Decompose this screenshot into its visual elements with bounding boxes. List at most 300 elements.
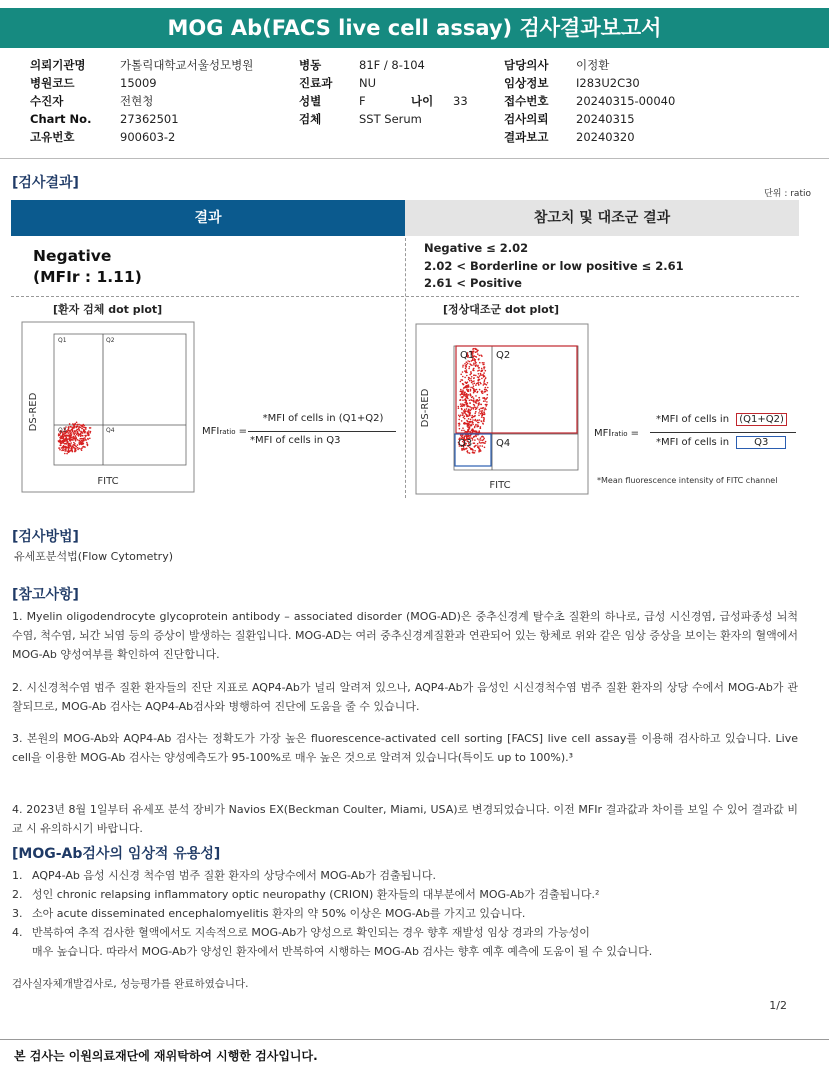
- cell-dot: [69, 435, 71, 437]
- cell-dot: [471, 399, 473, 401]
- cell-dot: [465, 365, 467, 367]
- patient-q4-label: Q4: [106, 427, 115, 434]
- cell-dot: [458, 406, 460, 408]
- cell-dot: [466, 400, 468, 402]
- cell-dot: [481, 368, 483, 370]
- cell-dot: [485, 377, 487, 379]
- cell-dot: [475, 356, 477, 358]
- cell-dot: [80, 434, 82, 436]
- cell-dot: [463, 404, 465, 406]
- cell-dot: [478, 359, 480, 361]
- specimen-row: 검체 SST Serum: [299, 112, 422, 126]
- cell-dot: [486, 404, 488, 406]
- cell-dot: [465, 398, 467, 400]
- cell-dot: [464, 392, 466, 394]
- result-value: [33, 246, 142, 288]
- cell-dot: [483, 364, 485, 366]
- cell-dot: [71, 439, 73, 441]
- cell-dot: [461, 408, 463, 410]
- page-number: 1/2: [769, 999, 787, 1012]
- cell-dot: [471, 380, 473, 382]
- result-status: Negative: [33, 247, 112, 265]
- cell-dot: [478, 397, 480, 399]
- cell-dot: [483, 419, 485, 421]
- cell-dot: [71, 429, 73, 431]
- cell-dot: [469, 366, 471, 368]
- cell-dot: [483, 438, 485, 440]
- cell-dot: [467, 411, 469, 413]
- cell-dot: [464, 370, 466, 372]
- cell-dot: [470, 393, 472, 395]
- cell-dot: [62, 448, 64, 450]
- cell-dot: [474, 450, 476, 452]
- cell-dot: [470, 378, 472, 380]
- cell-dot: [60, 439, 62, 441]
- cell-dot: [473, 362, 475, 364]
- report-title: MOG Ab(FACS live cell assay) 검사결과보고서: [0, 8, 829, 48]
- cell-dot: [475, 362, 477, 364]
- cell-dot: [486, 384, 488, 386]
- cell-dot: [66, 437, 68, 439]
- cell-dot: [476, 383, 478, 385]
- note-item-1: 1. Myelin oligodendrocyte glycoprotein antibody – associated disorder (MOG-AD)은 중추신경계 탈수초 질환의 하나로, 급성 시신경염, 급성파종성 뇌척수염, 척수염, 뇌간 뇌염 등의 증상이 발생하는 질환입니다. MOG-AD는 여러 중추신경계질환과 연관되어 있는 항체로 위와 같은 임상 증상을 보이는 환자의 혈액에서 MOG-Ab 양성여부를 확인하여 진단합니다.: [12, 610, 798, 661]
- cell-dot: [74, 423, 76, 425]
- cell-dot: [482, 397, 484, 399]
- cell-dot: [471, 415, 473, 417]
- cell-dot: [475, 348, 477, 350]
- cell-dot: [73, 442, 75, 444]
- cell-dot: [75, 437, 77, 439]
- cell-dot: [463, 387, 465, 389]
- control-mfi-numerator: *MFI of cells in (Q1+Q2): [656, 413, 787, 426]
- cell-dot: [465, 368, 467, 370]
- cell-dot: [65, 450, 67, 452]
- cell-dot: [77, 431, 79, 433]
- cell-dot: [479, 419, 481, 421]
- cell-dot: [468, 377, 470, 379]
- footer-divider: [0, 1039, 829, 1040]
- cell-dot: [469, 427, 471, 429]
- cell-dot: [58, 447, 60, 449]
- cell-dot: [475, 431, 477, 433]
- cell-dot: [68, 447, 70, 449]
- cell-dot: [89, 438, 91, 440]
- cell-dot: [473, 452, 475, 454]
- cell-dot: [87, 443, 89, 445]
- cell-dot: [75, 435, 77, 437]
- cell-dot: [475, 445, 477, 447]
- cell-dot: [466, 408, 468, 410]
- cell-dot: [464, 423, 466, 425]
- cell-dot: [460, 381, 462, 383]
- cell-dot: [87, 439, 89, 441]
- cell-dot: [69, 423, 71, 425]
- cell-dot: [461, 430, 463, 432]
- cell-dot: [464, 409, 466, 411]
- cell-dot: [469, 400, 471, 402]
- cell-dot: [473, 391, 475, 393]
- cell-dot: [484, 413, 486, 415]
- cell-dot: [483, 391, 485, 393]
- cell-dot: [64, 435, 66, 437]
- cell-dot: [465, 372, 467, 374]
- report-date-row: 결과보고 20240320: [504, 130, 635, 144]
- cell-dot: [61, 437, 63, 439]
- cell-dot: [470, 419, 472, 421]
- method-section-title: [검사방법]: [12, 529, 79, 545]
- cell-dot: [478, 384, 480, 386]
- cell-dot: [481, 436, 483, 438]
- cell-dot: [458, 415, 460, 417]
- cell-dot: [68, 430, 70, 432]
- cell-dot: [485, 387, 487, 389]
- cell-dot: [469, 412, 471, 414]
- cell-dot: [80, 424, 82, 426]
- cell-dot: [87, 433, 89, 435]
- cell-dot: [464, 363, 466, 365]
- cell-dot: [459, 423, 461, 425]
- control-fraction-line: [650, 432, 796, 433]
- cell-dot: [74, 449, 76, 451]
- cell-dot: [478, 439, 480, 441]
- cell-dot: [460, 403, 462, 405]
- clinical-item-4: 4. 반복하여 추적 검사한 혈액에서도 지속적으로 MOG-Ab가 양성으로 확인되는 경우 향후 재발성 임상 경과의 가능성이: [12, 926, 590, 939]
- note-item-4: 4. 2023년 8월 1일부터 유세포 분석 장비가 Navios EX(Beckman Coulter, Miami, USA)로 변경되었습니다. 이전 MFIr 결과값과 차이를 보일 수 있어 결과값 비교 시 유의하시기 바랍니다.: [12, 803, 798, 835]
- cell-dot: [74, 433, 76, 435]
- cell-dot: [72, 430, 74, 432]
- cell-dot: [63, 436, 65, 438]
- cell-dot: [76, 424, 78, 426]
- cell-dot: [470, 390, 472, 392]
- cell-dot: [482, 442, 484, 444]
- cell-dot: [58, 435, 60, 437]
- cell-dot: [487, 387, 489, 389]
- cell-dot: [72, 432, 74, 434]
- cell-dot: [476, 420, 478, 422]
- cell-dot: [464, 377, 466, 379]
- header-divider: [0, 158, 829, 159]
- cell-dot: [471, 382, 473, 384]
- cell-dot: [466, 393, 468, 395]
- cell-dot: [468, 406, 470, 408]
- cell-dot: [84, 446, 86, 448]
- cell-dot: [70, 442, 72, 444]
- cell-dot: [479, 410, 481, 412]
- control-x-axis-label: FITC: [489, 480, 511, 491]
- cell-dot: [475, 424, 477, 426]
- cell-dot: [70, 432, 72, 434]
- clinical-info-row: 임상정보 I283U2C30: [504, 76, 640, 90]
- cell-dot: [475, 395, 477, 397]
- cell-dot: [85, 428, 87, 430]
- cell-dot: [477, 379, 479, 381]
- cell-dot: [68, 432, 70, 434]
- patient-fraction-line: [248, 431, 396, 432]
- control-plot-title: [정상대조군 dot plot]: [443, 303, 559, 316]
- patient-y-axis-label: DS-RED: [28, 392, 39, 432]
- cell-dot: [481, 355, 483, 357]
- cell-dot: [469, 363, 471, 365]
- cell-dot: [473, 364, 475, 366]
- cell-dot: [468, 389, 470, 391]
- patient-q1-label: Q1: [58, 337, 67, 344]
- cell-dot: [461, 393, 463, 395]
- cell-dot: [64, 449, 66, 451]
- patient-plot-title: [환자 검체 dot plot]: [53, 303, 163, 316]
- cell-dot: [469, 452, 471, 454]
- control-q3-label: Q3: [458, 438, 473, 449]
- cell-dot: [74, 430, 76, 432]
- cell-dot: [476, 389, 478, 391]
- cell-dot: [468, 379, 470, 381]
- control-mfi-label: MFIratio =: [594, 428, 640, 439]
- cell-dot: [463, 430, 465, 432]
- cell-dot: [483, 400, 485, 402]
- cell-dot: [73, 436, 75, 438]
- cell-dot: [464, 418, 466, 420]
- patient-q2-label: Q2: [106, 337, 115, 344]
- cell-dot: [475, 375, 477, 377]
- cell-dot: [64, 453, 66, 455]
- cell-dot: [82, 432, 84, 434]
- cell-dot: [476, 350, 478, 352]
- cell-dot: [482, 440, 484, 442]
- cell-dot: [483, 417, 485, 419]
- column-divider: [405, 238, 406, 498]
- cell-dot: [470, 371, 472, 373]
- header-col-2: [299, 56, 489, 128]
- cell-dot: [467, 363, 469, 365]
- cell-dot: [469, 402, 471, 404]
- cell-dot: [83, 424, 85, 426]
- patient-dot-plot: [20, 320, 198, 496]
- patient-x-axis-label: FITC: [97, 476, 119, 487]
- cell-dot: [471, 376, 473, 378]
- cell-dot: [90, 427, 92, 429]
- cell-dot: [83, 443, 85, 445]
- cell-dot: [479, 445, 481, 447]
- cell-dot: [462, 365, 464, 367]
- cell-dot: [460, 389, 462, 391]
- cell-dot: [473, 378, 475, 380]
- cell-dot: [480, 450, 482, 452]
- cell-dot: [70, 444, 72, 446]
- cell-dot: [484, 389, 486, 391]
- cell-dot: [483, 372, 485, 374]
- cell-dot: [460, 399, 462, 401]
- cell-dot: [477, 406, 479, 408]
- cell-dot: [458, 407, 460, 409]
- cell-dot: [479, 389, 481, 391]
- cell-dot: [64, 447, 66, 449]
- cell-dot: [463, 395, 465, 397]
- cell-dot: [89, 432, 91, 434]
- cell-dot: [475, 411, 477, 413]
- cell-dot: [485, 389, 487, 391]
- control-q4-label: Q4: [496, 438, 511, 449]
- cell-dot: [476, 392, 478, 394]
- cell-dot: [472, 421, 474, 423]
- cell-dot: [82, 435, 84, 437]
- cell-dot: [469, 374, 471, 376]
- cell-dot: [484, 409, 486, 411]
- validation-note: 검사실자체개발검사로, 성능평가를 완료하였습니다.: [12, 978, 249, 990]
- cell-dot: [487, 382, 489, 384]
- cell-dot: [473, 436, 475, 438]
- cell-dot: [477, 353, 479, 355]
- method-text: 유세포분석법(Flow Cytometry): [14, 550, 174, 563]
- cell-dot: [473, 380, 475, 382]
- clinical-item-2: 2. 성인 chronic relapsing inflammatory optic neuropathy (CRION) 환자들의 대부분에서 MOG-Ab가 검출됩니다.²: [12, 888, 600, 901]
- cell-dot: [481, 421, 483, 423]
- reference-ranges: [424, 240, 684, 293]
- clinical-item-3: 3. 소아 acute disseminated encephalomyelitis 환자의 약 50% 이상은 MOG-Ab를 가지고 있습니다.: [12, 907, 526, 920]
- cell-dot: [68, 443, 70, 445]
- control-denominator-box: Q3: [736, 436, 786, 449]
- hospital-row: 의뢰기관명 가톨릭대학교서울성모병원: [30, 58, 254, 72]
- cell-dot: [482, 362, 484, 364]
- cell-dot: [474, 415, 476, 417]
- cell-dot: [480, 374, 482, 376]
- cell-dot: [466, 389, 468, 391]
- cell-dot: [65, 443, 67, 445]
- note-item-2: 2. 시신경척수염 범주 질환 환자들의 진단 지표로 AQP4-Ab가 널리 알려져 있으나, AQP4-Ab가 음성인 시신경척수염 범주 질환 환자의 상당 수에서 MOG-Ab가 관찰되므로, MOG-Ab 검사는 AQP4-Ab검사와 병행하여 진단에 도움을 줄 수 있습니다.: [12, 681, 798, 713]
- cell-dot: [470, 424, 472, 426]
- cell-dot: [461, 405, 463, 407]
- cell-dot: [482, 445, 484, 447]
- mfi-footnote: *Mean fluorescence intensity of FITC channel: [597, 476, 778, 485]
- cell-dot: [473, 368, 475, 370]
- cell-dot: [479, 409, 481, 411]
- cell-dot: [478, 412, 480, 414]
- cell-dot: [472, 419, 474, 421]
- cell-dot: [475, 419, 477, 421]
- cell-dot: [77, 447, 79, 449]
- cell-dot: [82, 446, 84, 448]
- cell-dot: [480, 439, 482, 441]
- cell-dot: [60, 443, 62, 445]
- cell-dot: [461, 412, 463, 414]
- cell-dot: [59, 445, 61, 447]
- patient-mfi-numerator: *MFI of cells in (Q1+Q2): [262, 413, 384, 424]
- cell-dot: [77, 449, 79, 451]
- cell-dot: [478, 373, 480, 375]
- cell-dot: [480, 408, 482, 410]
- note-item-3: 3. 본원의 MOG-Ab와 AQP4-Ab 검사는 정확도가 가장 높은 fluorescence-activated cell sorting [FACS] live cell assay를 이용해 검사하고 있습니다. Live cell을 이용한 MOG-Ab 검사는 양성예측도가 95-100%로 매우 높은 것으로 알려져 있습니다(특이도 up to 100%).³: [12, 732, 798, 764]
- cell-dot: [480, 413, 482, 415]
- cell-dot: [474, 427, 476, 429]
- cell-dot: [474, 442, 476, 444]
- patient-q3-label: Q3: [58, 427, 67, 434]
- cell-dot: [481, 392, 483, 394]
- cell-dot: [481, 370, 483, 372]
- cell-dot: [474, 383, 476, 385]
- cell-dot: [474, 439, 476, 441]
- patient-mfi-denominator: *MFI of cells in Q3: [250, 435, 341, 446]
- cell-dot: [88, 430, 90, 432]
- cell-dot: [68, 428, 70, 430]
- hospital-code-row: 병원코드 15009: [30, 76, 157, 90]
- cell-dot: [459, 416, 461, 418]
- cell-dot: [485, 370, 487, 372]
- request-date-row: 검사의뢰 20240315: [504, 112, 635, 126]
- footer-note: 본 검사는 이원의료재단에 재위탁하여 시행한 검사입니다.: [14, 1049, 318, 1063]
- cell-dot: [80, 432, 82, 434]
- clinical-item-1: 1. AQP4-Ab 음성 시신경 척수염 범주 질환 환자의 상당수에서 MOG-Ab가 검출됩니다.: [12, 869, 437, 882]
- cell-dot: [483, 368, 485, 370]
- cell-dot: [478, 415, 480, 417]
- cell-dot: [79, 440, 81, 442]
- cell-dot: [84, 430, 86, 432]
- cell-dot: [77, 439, 79, 441]
- cell-dot: [481, 416, 483, 418]
- cell-dot: [472, 424, 474, 426]
- cell-dot: [480, 437, 482, 439]
- cell-dot: [483, 366, 485, 368]
- cell-dot: [473, 397, 475, 399]
- cell-dot: [470, 387, 472, 389]
- results-section-title: [검사결과]: [12, 175, 79, 191]
- cell-dot: [472, 429, 474, 431]
- cell-dot: [462, 376, 464, 378]
- cell-dot: [74, 451, 76, 453]
- cell-dot: [473, 385, 475, 387]
- cell-dot: [81, 428, 83, 430]
- cell-dot: [473, 404, 475, 406]
- cell-dot: [88, 434, 90, 436]
- cell-dot: [477, 443, 479, 445]
- cell-dot: [77, 444, 79, 446]
- cell-dot: [483, 375, 485, 377]
- cell-dot: [477, 366, 479, 368]
- cell-dot: [73, 427, 75, 429]
- cell-dot: [68, 451, 70, 453]
- cell-dot: [483, 407, 485, 409]
- cell-dot: [82, 440, 84, 442]
- cell-dot: [460, 391, 462, 393]
- clinical-list: [12, 866, 802, 961]
- result-mfir: (MFIr : 1.11): [33, 268, 142, 286]
- cell-dot: [466, 387, 468, 389]
- cell-dot: [477, 382, 479, 384]
- cell-dot: [466, 406, 468, 408]
- cell-dot: [462, 397, 464, 399]
- cell-dot: [481, 410, 483, 412]
- cell-dot: [475, 351, 477, 353]
- cell-dot: [464, 402, 466, 404]
- cell-dot: [61, 450, 63, 452]
- cell-dot: [467, 421, 469, 423]
- cell-dot: [462, 399, 464, 401]
- cell-dot: [70, 426, 72, 428]
- cell-dot: [473, 375, 475, 377]
- cell-dot: [486, 397, 488, 399]
- cell-dot: [462, 371, 464, 373]
- department-row: 진료과 NU: [299, 76, 377, 90]
- control-q1-label: Q1: [460, 350, 475, 361]
- reference-positive: 2.61 < Positive: [424, 276, 522, 290]
- cell-dot: [477, 438, 479, 440]
- cell-dot: [483, 362, 485, 364]
- cell-dot: [463, 449, 465, 451]
- cell-dot: [458, 419, 460, 421]
- cell-dot: [484, 400, 486, 402]
- clinical-item-4-cont: 매우 높습니다. 따라서 MOG-Ab가 양성인 환자에서 반복하여 시행하는 MOG-Ab 검사는 향후 예후 예측에 도움이 될 수 있습니다.: [32, 945, 653, 958]
- cell-dot: [465, 381, 467, 383]
- cell-dot: [472, 417, 474, 419]
- cell-dot: [466, 369, 468, 371]
- cell-dot: [484, 383, 486, 385]
